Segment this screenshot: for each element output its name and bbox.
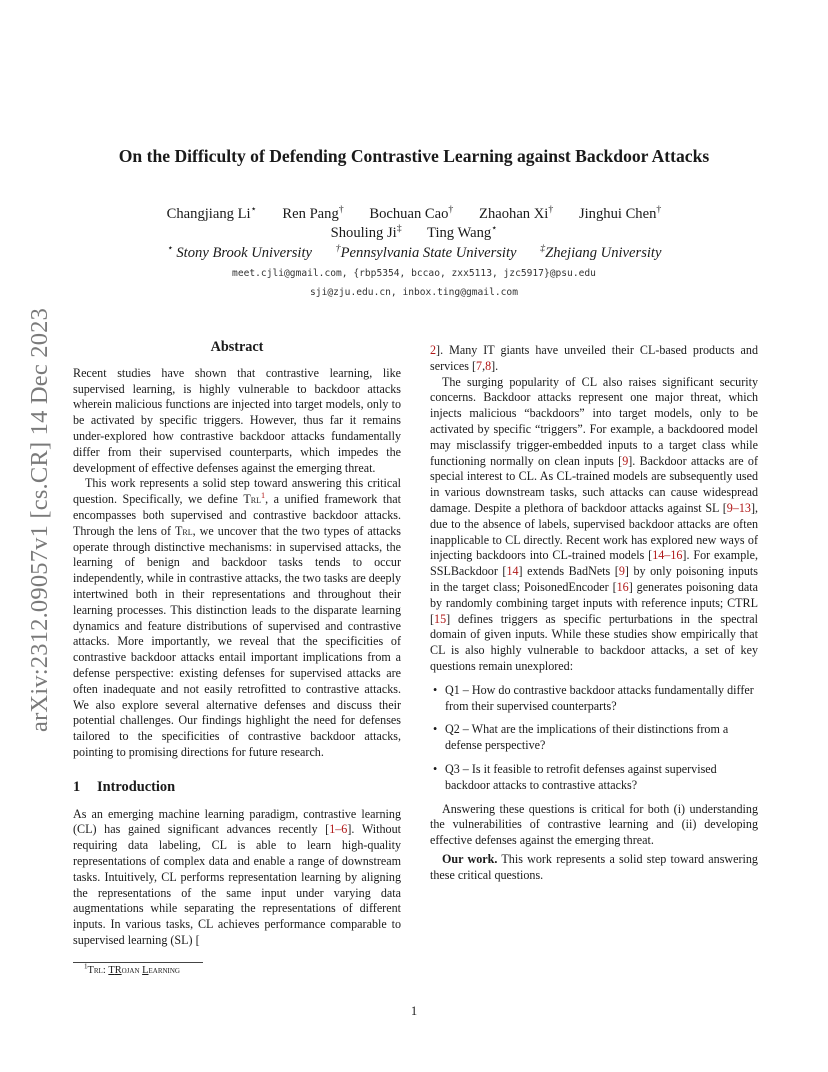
author-name: Ting Wang — [427, 225, 492, 241]
text-run: As an emerging machine learning paradigm, contrastive learning (CL) has gained significant advances recently [ — [73, 806, 401, 837]
abstract-heading: Abstract — [210, 339, 264, 355]
affiliation-mark: † — [335, 243, 341, 255]
citation-link[interactable]: 15 — [434, 611, 447, 626]
abstract-paragraph-1: Recent studies have shown that contrastive learning, like supervised learning, is highly vulnerable to backdoor attacks wherein malicious functions are injected into target models, only to be activated by specific triggers. However, thus far it remains under-explored how contrastive backdoor attacks fundamentally differ from their supervised counterparts, which impedes the development of effective defenses against the emerging threat. — [73, 365, 401, 475]
question-text: Q3 – Is it feasible to retrofit defenses against supervised backdoor attacks to contrastive attacks? — [445, 761, 717, 792]
acronym-letter: T — [108, 965, 115, 976]
citation-link[interactable]: 9–13 — [726, 500, 751, 515]
affiliation-mark: † — [448, 204, 454, 216]
text-run: earning — [148, 965, 180, 976]
citation-link[interactable]: 16 — [616, 579, 629, 594]
author-list-row-2 — [60, 225, 768, 242]
text-run: ]. Backdoor attacks are of special interest to CL. As CL-trained models are subsequently used in various downstream tasks, such attacks can cause widespread damage. Despite a plethora of backdoor attacks against SL [ — [430, 453, 758, 515]
text-run: ojan — [121, 965, 143, 976]
author-name: Changjiang Li — [166, 206, 251, 222]
section-title: Introduction — [97, 778, 176, 795]
citation-link[interactable]: 9 — [622, 453, 629, 468]
section-heading-introduction — [73, 780, 401, 796]
question-list — [430, 683, 758, 794]
question-text: Q1 – How do contrastive backdoor attacks fundamentally differ from their supervised counterparts? — [445, 682, 754, 713]
affiliation-mark: ⋆ — [166, 243, 173, 255]
citation-link[interactable]: 9 — [618, 564, 625, 579]
affiliation-mark: † — [548, 204, 554, 216]
footnote-link[interactable]: 1 — [261, 491, 266, 501]
text-run: This work represents a solid step toward answering these critical questions. — [430, 851, 758, 882]
affiliation-name: Zhejiang University — [545, 245, 662, 261]
citation-link[interactable]: 14 — [506, 564, 519, 579]
text-run: , — [482, 358, 486, 373]
question-text: Q2 – What are the implications of their distinctions from a defense perspective? — [445, 722, 729, 753]
text-run: : — [102, 965, 109, 976]
trl-term: Trl — [243, 492, 261, 507]
intro-paragraph-1 — [73, 807, 401, 949]
text-run: This work represents a solid step toward answering this critical question. Specifically, we define — [73, 476, 401, 507]
intro-paragraph-2 — [430, 375, 758, 675]
email-line: meet.cjli@gmail.com, {rbp5354, bccao, zxx5113, jzc5917}@psu.edu — [232, 268, 596, 279]
acronym-letter: R — [114, 965, 122, 976]
affiliations — [60, 245, 768, 262]
email-line: sji@zju.edu.cn, inbox.ting@gmail.com — [310, 287, 518, 298]
trl-term: Trl — [175, 523, 193, 538]
list-item — [430, 683, 758, 715]
text-run: ] defines triggers as specific perturbations in the spectral domain of given inputs. While these studies show empirically that CL is also highly vulnerable to backdoor attacks, a set of key questions remain unexplored: — [430, 611, 758, 673]
affiliation-mark: ‡ — [396, 223, 402, 235]
author-name: Bochuan Cao — [369, 206, 449, 222]
abstract-paragraph-2 — [73, 476, 401, 760]
page-number: 1 — [410, 1004, 418, 1018]
text-run: ] extends BadNets [ — [518, 564, 619, 579]
bullet-mark: • — [433, 761, 438, 776]
citation-link[interactable]: 7 — [476, 358, 483, 373]
text-run: ]. Without requiring data labeling, CL is able to learn high-quality representations of complex data and enable a range of downstream tasks. Intuitively, CL performs representation learning by aligning the representations of the same input under varying data augmentations while separating the representations of different inputs. In various tasks, CL achieves performance comparable to supervised learning (SL) [ — [73, 822, 401, 947]
list-item — [430, 762, 758, 794]
bullet-mark: • — [433, 682, 438, 697]
intro-paragraph-1-continued — [430, 343, 758, 375]
footnote — [84, 962, 180, 976]
paragraph-lead-in: Our work. — [442, 851, 498, 866]
citation-link[interactable]: 8 — [485, 358, 492, 373]
footnote-mark: 1 — [84, 962, 88, 971]
affiliation-name: Stony Brook University — [176, 245, 313, 261]
list-item — [430, 722, 758, 754]
bullet-mark: • — [433, 722, 438, 737]
author-name: Zhaohan Xi — [479, 206, 549, 222]
affiliation-mark: ⋆ — [491, 223, 498, 235]
text-run: ] generates poisoning data by randomly combining target inputs with reference inputs; CTRL [ — [430, 579, 758, 626]
text-run: ], due to the absence of labels, supervised backdoor attacks are often inapplicable to CL directly. Recent work has explored new ways of injecting backdoors into CL-trained models [ — [430, 500, 758, 563]
author-name: Jinghui Chen — [578, 206, 657, 222]
text-run: ]. Many IT giants have unveiled their CL-based products and services [ — [430, 343, 758, 373]
affiliation-mark: † — [338, 204, 344, 216]
text-run: ]. — [491, 358, 499, 373]
text-run: The surging popularity of CL also raises significant security concerns. Backdoor attacks represent one major threat, which injects malicious “backdoors” into target models, only to be activated by specific “triggers”. For example, a backdoored model may misclassify trigger-embedded inputs to a target class while functioning normally on clean inputs [ — [430, 374, 758, 468]
paper-title: On the Difficulty of Defending Contrastive Learning against Backdoor Attacks — [118, 146, 710, 166]
author-list-row-1 — [60, 206, 768, 223]
affiliation-mark: ‡ — [540, 243, 546, 255]
citation-link[interactable]: 1–6 — [329, 822, 348, 837]
left-column — [73, 340, 401, 949]
author-name: Ren Pang — [282, 206, 339, 222]
text-run: ]. For example, SSLBackdoor [ — [430, 548, 758, 579]
author-name: Shouling Ji — [330, 225, 397, 241]
trl-term: Trl — [87, 965, 103, 976]
right-column — [430, 343, 758, 884]
footnote-divider — [73, 962, 203, 963]
affiliation-name: Pennsylvania State University — [340, 245, 517, 261]
text-run: ] by only poisoning inputs in the target class; PoisonedEncoder [ — [430, 564, 758, 594]
affiliation-mark: † — [656, 204, 662, 216]
affiliation-mark: ⋆ — [250, 204, 257, 216]
citation-link[interactable]: 2 — [430, 343, 437, 357]
arxiv-identifier-stamp: arXiv:2312.09057v1 [cs.CR] 14 Dec 2023 — [26, 307, 53, 733]
text-run: , a unified framework that encompasses both supervised and contrastive backdoor attacks. Through the lens of — [73, 492, 401, 538]
intro-paragraph-4 — [430, 852, 758, 884]
intro-paragraph-3: Answering these questions is critical for both (i) understanding the vulnerabilities of contrastive learning and (ii) developing effective defenses against the emerging threat. — [430, 801, 758, 848]
citation-link[interactable]: 14–16 — [652, 548, 683, 563]
text-run: , we uncover that the two types of attacks operate through distinctive mechanisms: in supervised attacks, the learning of benign and backdoor tasks tends to occur independently, while in contrastive attacks, the two tasks are deeply intertwined both in their representations and throughout their learning processes. This distinction leads to the disparate learning dynamics and feature distributions of supervised and contrastive attacks. More importantly, we reveal that the specificities of contrastive backdoor attacks entail important implications from a defense perspective: existing defenses for supervised attacks are often inadequate and not easily retrofitted to contrastive attacks. We also explore several alternative defenses and discuss their potential challenges. Our findings highlight the need for defenses tailored to the specificities of contrastive backdoor attacks, pointing to promising directions for future research. — [73, 523, 401, 759]
section-number: 1 — [73, 778, 81, 795]
acronym-letter: L — [142, 965, 149, 976]
